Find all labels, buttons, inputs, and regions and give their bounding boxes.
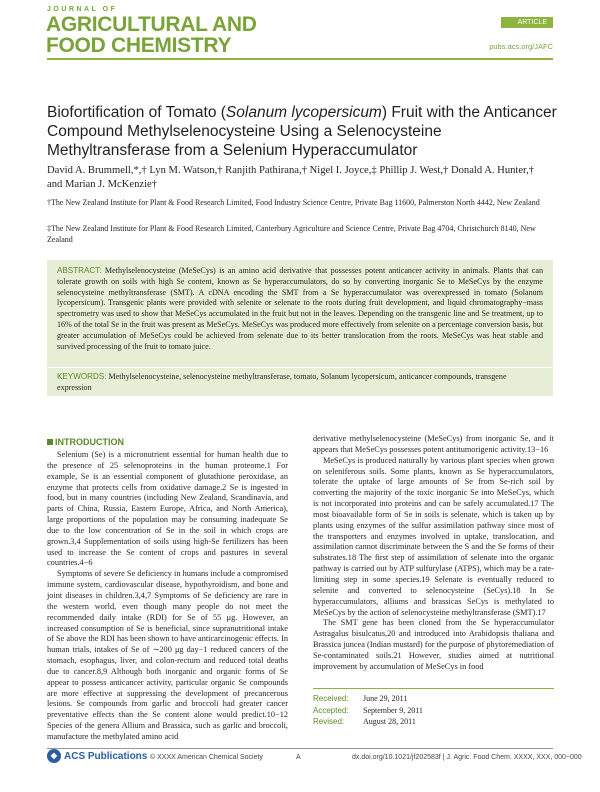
keywords-text: Methylselenocysteine, selenocysteine methyltransferase, tomato, Solanum lycopersicum, anticancer compounds, transgene expression (57, 372, 507, 392)
article-type-badge: ARTICLE (501, 17, 553, 28)
abstract-label: ABSTRACT: (57, 266, 102, 275)
body-paragraph: Symptoms of severe Se deficiency in humans include a compromised immune system, cardiovascular disease, hypothyroidism, and bone and joint diseases in children.3,4,7 Symptoms of Se deficiency are rare in the western world, even though many people do not meet the recommended daily intake (RDI) for Se of 55 μg. However, an increased consumption of Se is beneficial, since supranutritional intake of Se above the RDI has been shown to have anticarcinogenic effects. In human trials, intakes of Se of ∼200 μg day−1 reduced cancers of the stomach, esophagus, liver, and colon-rectum and reduced total deaths due to cancer.8,9 Although both inorganic and organic forms of Se appear to possess anticancer activity, particular organic Se compounds are more effective at suppressing the development of precancerous lesions. Se compounds from garlic and broccoli had greater cancer preventative effects than the Se content alone would predict.10−12 Species of the genera Allium and Brassica, such as garlic and broccoli, manufacture the methylated amino acid (47, 569, 288, 741)
date-row: Accepted: September 9, 2011 (313, 705, 423, 715)
journal-name-prefix: JOURNAL OF (47, 6, 118, 13)
acs-logo-icon: ◆ (47, 749, 61, 763)
publication-dates (313, 688, 554, 728)
section-square-icon (47, 439, 53, 445)
species-name: Solanum lycopersicum (225, 104, 382, 121)
journal-name-line2: FOOD CHEMISTRY (46, 34, 232, 57)
abstract-box (47, 260, 553, 367)
acs-publications-logo: ◆ ACS Publications (47, 749, 147, 763)
body-paragraph: derivative methylselenocysteine (MeSeCys) from inorganic Se, and it appears that MeSeCys possesses potent antitumorigenic activity.13−16 (313, 434, 554, 454)
date-row: Revised: August 28, 2011 (313, 717, 416, 726)
abstract-text: Methylselenocysteine (MeSeCys) is an amino acid derivative that possesses potent anticancer activity in animals. Plants that can tolerate growth on soils with high Se content, known as Se hyperaccumulators, do so by converting inorganic Se to MeSeCys by the enzyme selenocysteine methyltransferase (SMT). A cDNA encoding the SMT from a Se hyperaccumulator was overexpressed in tomato (Solanum lycopersicum). Transgenic plants were provided with selenite or selenate to the roots during fruit development, and liquid chromatography−mass spectrometry was used to show that MeSeCys accumulated in the fruit but not in the leaves. Depending on the transgenic line and Se treatment, up to 16% of the total Se in the fruit was present as MeSeCys. MeSeCys was produced more effectively from selenite on a percentage conversion basis, but greater accumulation of MeSeCys could be achieved from selenate due to its better translocation from the roots. MeSeCys was heat stable and survived processing of the fruit to tomato juice. (57, 266, 543, 351)
journal-url-link[interactable]: pubs.acs.org/JAFC (489, 42, 553, 51)
left-column (47, 450, 288, 743)
keywords-box (47, 368, 553, 396)
right-column (313, 434, 554, 673)
date-row: Received: June 29, 2011 (313, 694, 408, 703)
doi-citation[interactable]: dx.doi.org/10.1021/jf202583f | J. Agric. Food Chem. XXXX, XXX, 000−000 (352, 754, 582, 761)
paper-title: Biofortification of Tomato (Solanum lycopersicum) Fruit with the Anticancer Compound Methylselenocysteine Using a Selenocysteine Methyltransferase from a Selenium Hyperaccumulator (47, 104, 557, 159)
author-list: David A. Brummell,*,† Lyn M. Watson,† Ranjith Pathirana,† Nigel I. Joyce,‡ Phillip J. West,† Donald A. Hunter,† and Marian J. McKenzie† (47, 165, 535, 190)
affiliation-1: †The New Zealand Institute for Plant & Food Research Limited, Food Industry Science Centre, Private Bag 11600, Palmerston North 4442, New Zealand (47, 198, 540, 207)
body-paragraph: The SMT gene has been cloned from the Se hyperaccumulator Astragalus bisulcatus,20 and introduced into Arabidopsis thaliana and Brassica juncea (Indian mustard) for the purpose of phytoremediation of Se-contaminated soils.21 However, studies aimed at nutritional improvement by accumulation of MeSeCys in food (313, 618, 554, 671)
copyright-notice: © XXXX American Chemical Society (150, 754, 263, 761)
body-paragraph: MeSeCys is produced naturally by various plant species when grown on seleniferous soils. Some plants, known as Se hyperaccumulators, tolerate the uptake of large amounts of Se from Se-rich soil by converting the majority of the toxic inorganic Se into MeSeCys, which is not incorporated into proteins and can be safely accumulated.17 The most bioavailable form of Se in soils is selenate, which is taken up by plants using enzymes of the sulfur assimilation pathway since most of the transporters and enzymes involved in uptake, translocation, and assimilation cannot discriminate between the S and the Se forms of their substrates.18 The first step of assimilation of selenate into the organic pathway is carried out by ATP sulfurylase (ATPS), which may be a rate-limiting step in some species.19 Selenate is eventually reduced to selenite and converted to selenocysteine (SeCys).18 In Se hyperaccumulators, alliums and brassicas SeCys is methylated to MeSeCys by the action of selenocysteine methyltransferase (SMT).17 (313, 455, 554, 617)
keywords-label: KEYWORDS: (57, 372, 107, 381)
affiliation-2: ‡The New Zealand Institute for Plant & Food Research Limited, Canterbury Agriculture and Science Centre, Private Bag 4704, Christchurch 8140, New Zealand (47, 224, 536, 244)
header-divider (47, 58, 553, 60)
introduction-heading: INTRODUCTION (47, 437, 124, 447)
body-paragraph: Selenium (Se) is a micronutrient essential for human health due to the presence of 25 selenoproteins in the human proteome.1 For example, Se is an essential component of glutathione peroxidase, an enzyme that protects cells from oxidative damage.2 Se is ingested in food, but in many countries (including New Zealand, Scandinavia, and parts of China, Russia, Eastern Europe, Africa, and North America), large proportions of the population may be consuming inadequate Se due to the low concentration of Se in the soil in which crops are grown.3,4 Supplementation of soils using high-Se fertilizers has been used to increase the Se content of crops and pastures in several countries.4−6 (47, 450, 288, 568)
journal-name-line1: AGRICULTURAL AND (46, 13, 257, 36)
page-label: A (296, 754, 301, 761)
